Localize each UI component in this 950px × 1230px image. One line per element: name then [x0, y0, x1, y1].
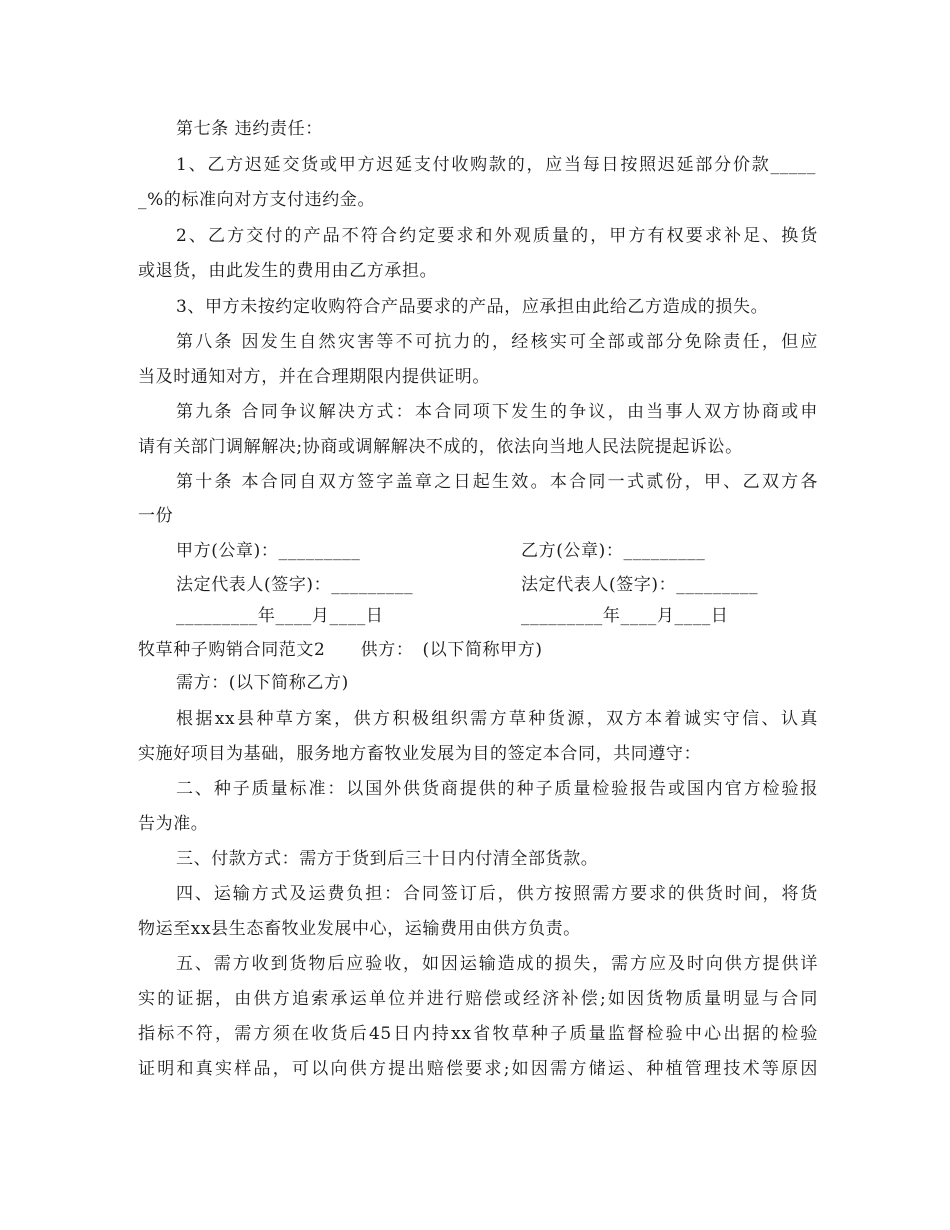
article-10-line: 第十条 本合同自双方签字盖章之日起生效。本合同一式贰份，甲、乙双方各 — [176, 472, 818, 492]
buyer-line: 需方：(以下简称乙方) — [176, 673, 349, 693]
payment-line: 三、付款方式：需方于货到后三十日内付清全部货款。 — [176, 849, 599, 869]
paragraph-line: 根据xx县种草方案，供方积极组织需方草种货源，双方本着诚实守信、认真 — [176, 709, 818, 729]
paragraph-line: 指标不符，需方须在收货后45日内持xx省牧草种子质量监督检验中心出据的检验 — [138, 1024, 818, 1044]
paragraph-line: 实的证据，由供方追索承运单位并进行赔偿或经济补偿;如因货物质量明显与合同 — [138, 989, 818, 1009]
paragraph-line: 或退货，由此发生的费用由乙方承担。 — [138, 261, 438, 281]
party-a-representative: 法定代表人(签字)：_________ — [176, 575, 414, 595]
article-7-heading: 第七条 违约责任： — [176, 119, 323, 139]
paragraph-line: 证明和真实样品，可以向供方提出赔偿要求;如因需方储运、种植管理技术等原因 — [138, 1059, 818, 1079]
paragraph-line: 请有关部门调解解决;协商或调解解决不成的，依法向当地人民法院提起诉讼。 — [138, 437, 743, 457]
paragraph-line: 1、乙方迟延交货或甲方迟延支付收购款的，应当每日按照迟延部分价款_____ — [176, 155, 816, 175]
paragraph-line: 物运至xx县生态畜牧业发展中心，运输费用由供方负责。 — [138, 919, 581, 939]
party-b-date: _________年____月____日 — [521, 606, 729, 626]
article-9-line: 第九条 合同争议解决方式：本合同项下发生的争议，由当事人双方协商或申 — [176, 402, 818, 422]
paragraph-line: 实施好项目为基础，服务地方畜牧业发展为目的签定本合同，共同遵守： — [138, 744, 702, 764]
party-b-seal: 乙方(公章)：_________ — [521, 541, 706, 561]
quality-standard-line: 二、种子质量标准：以国外供货商提供的种子质量检验报告或国内官方检验报 — [176, 779, 818, 799]
inspection-line: 五、需方收到货物后应验收，如因运输造成的损失，需方应及时向供方提供详 — [176, 954, 818, 974]
paragraph-line: 当及时通知对方，并在合理期限内提供证明。 — [138, 367, 490, 387]
party-b-representative: 法定代表人(签字)：_________ — [521, 575, 759, 595]
paragraph-line: 告为准。 — [138, 814, 209, 834]
paragraph-line: 2、乙方交付的产品不符合约定要求和外观质量的，甲方有权要求补足、换货 — [176, 226, 818, 246]
paragraph-line: 3、甲方未按约定收购符合产品要求的产品，应承担由此给乙方造成的损失。 — [176, 297, 769, 317]
transport-line: 四、运输方式及运费负担：合同签订后，供方按照需方要求的供货时间，将货 — [176, 884, 818, 904]
article-8-line: 第八条 因发生自然灾害等不可抗力的，经核实可全部或部分免除责任，但应 — [176, 332, 818, 352]
paragraph-line: _%的标准向对方支付违约金。 — [138, 190, 376, 210]
party-a-date: _________年____月____日 — [176, 606, 384, 626]
second-contract-title: 牧草种子购销合同范文2 供方： (以下简称甲方) — [138, 640, 543, 660]
party-a-seal: 甲方(公章)：_________ — [176, 541, 361, 561]
paragraph-line: 一份 — [138, 506, 174, 526]
